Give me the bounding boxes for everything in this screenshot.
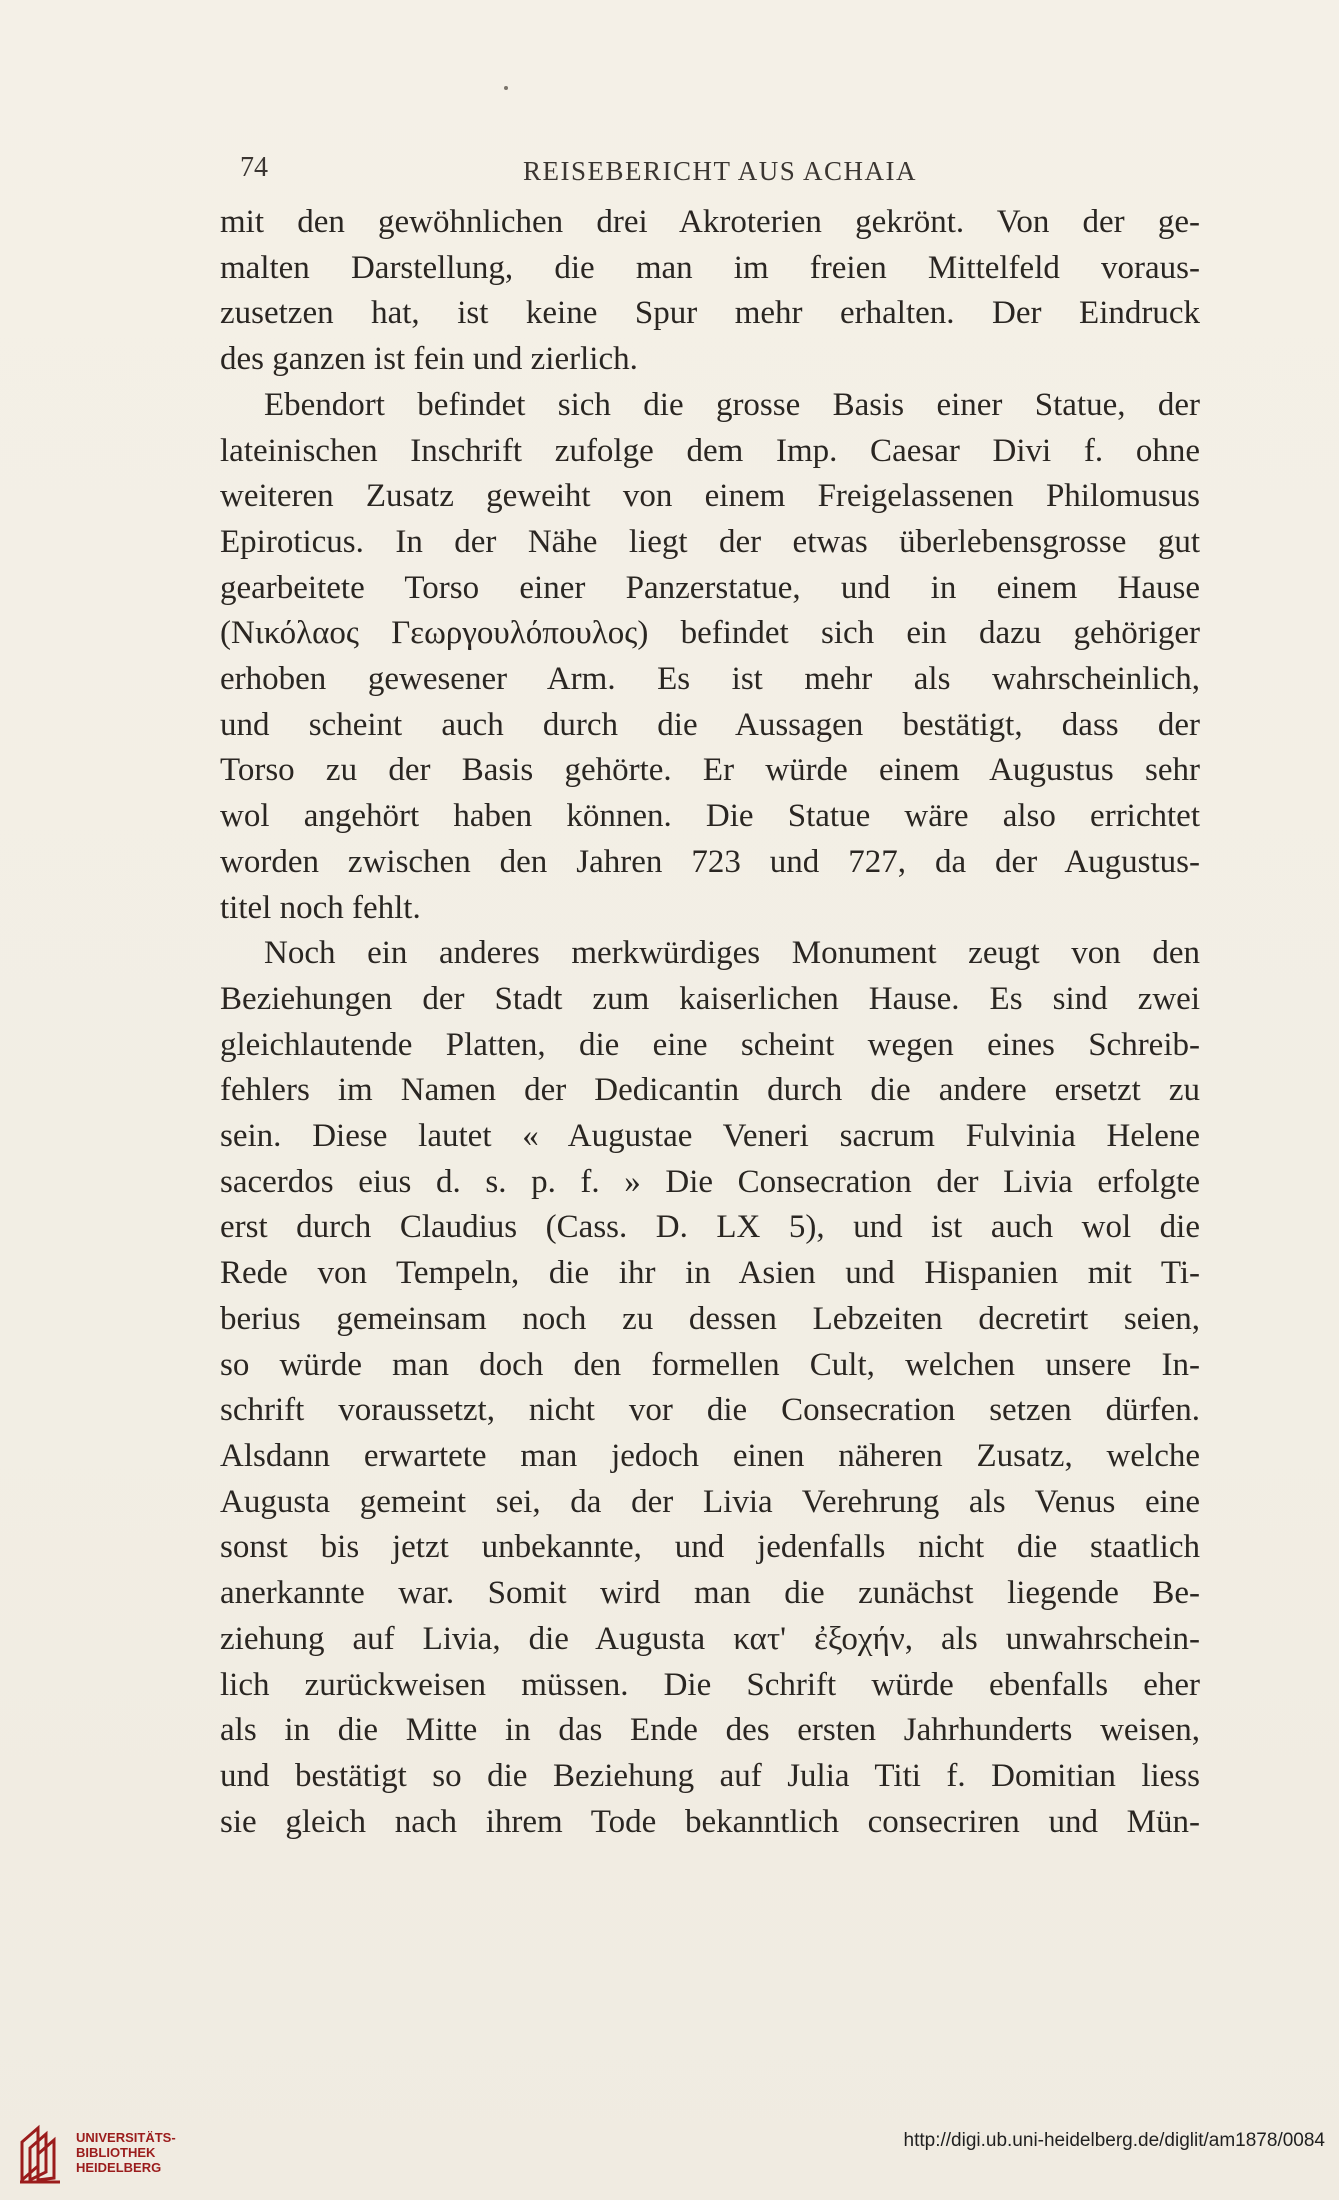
body-text: [220, 200, 1200, 1845]
text-line: Ebendort befindet sich die grosse Basis einer Statue, der: [264, 386, 1200, 423]
library-name-line: UNIVERSITÄTS-: [76, 2130, 176, 2145]
text-line: sonst bis jetzt unbekannte, und jedenfalls nicht die staatlich: [220, 1529, 1200, 1566]
text-line: Augusta gemeint sei, da der Livia Verehrung als Venus eine: [220, 1483, 1200, 1520]
text-line: anerkannte war. Somit wird man die zunächst liegende Be-: [220, 1575, 1200, 1612]
library-name: [76, 2130, 176, 2175]
text-line: lateinischen Inschrift zufolge dem Imp. Caesar Divi f. ohne: [220, 432, 1200, 469]
text-line: mit den gewöhnlichen drei Akroterien gekrönt. Von der ge-: [220, 204, 1200, 240]
library-name-line: BIBLIOTHEK: [76, 2145, 156, 2160]
text-line: als in die Mitte in das Ende des ersten Jahrhunderts weisen,: [220, 1712, 1200, 1749]
text-line: des ganzen ist fein und zierlich.: [220, 341, 638, 378]
text-line: weiteren Zusatz geweiht von einem Freigelassenen Philomusus: [220, 478, 1200, 515]
library-logo-icon: [16, 2118, 64, 2184]
text-line: Noch ein anderes merkwürdiges Monument zeugt von den: [264, 935, 1200, 972]
text-line: gleichlautende Platten, die eine scheint wegen eines Schreib-: [220, 1026, 1200, 1063]
text-line: Beziehungen der Stadt zum kaiserlichen Hause. Es sind zwei: [220, 980, 1200, 1017]
text-line: erhoben gewesener Arm. Es ist mehr als wahrscheinlich,: [220, 661, 1200, 698]
text-line: Rede von Tempeln, die ihr in Asien und Hispanien mit Ti-: [220, 1255, 1200, 1292]
text-line: Alsdann erwartete man jedoch einen näheren Zusatz, welche: [220, 1437, 1200, 1474]
text-line: und scheint auch durch die Aussagen bestätigt, dass der: [220, 706, 1200, 743]
text-line: worden zwischen den Jahren 723 und 727, da der Augustus-: [220, 843, 1200, 880]
text-line: Epiroticus. In der Nähe liegt der etwas überlebensgrosse gut: [220, 523, 1200, 560]
text-line: berius gemeinsam noch zu dessen Lebzeiten decretirt seien,: [220, 1300, 1200, 1337]
page-number: 74: [240, 152, 268, 183]
text-line: und bestätigt so die Beziehung auf Julia Titi f. Domitian liess: [220, 1757, 1200, 1794]
text-line: wol angehört haben können. Die Statue wäre also errichtet: [220, 798, 1200, 835]
text-line: sie gleich nach ihrem Tode bekanntlich consecriren und Mün-: [220, 1803, 1200, 1840]
text-line: zusetzen hat, ist keine Spur mehr erhalten. Der Eindruck: [220, 295, 1200, 332]
running-title: REISEBERICHT AUS ACHAIA: [522, 156, 918, 186]
text-line: sacerdos eius d. s. p. f. » Die Consecration der Livia erfolgte: [220, 1163, 1200, 1200]
library-name-line: HEIDELBERG: [76, 2160, 162, 2175]
text-line: titel noch fehlt.: [220, 889, 421, 926]
text-line: so würde man doch den formellen Cult, welchen unsere In-: [220, 1346, 1200, 1383]
text-line: fehlers im Namen der Dedicantin durch die andere ersetzt zu: [220, 1072, 1200, 1109]
text-line: malten Darstellung, die man im freien Mittelfeld voraus-: [220, 249, 1200, 286]
ink-speck: [504, 86, 508, 90]
text-line: ziehung auf Livia, die Augusta κατ' ἐξοχήν, als unwahrschein-: [220, 1620, 1200, 1657]
text-line: gearbeitete Torso einer Panzerstatue, und in einem Hause: [220, 569, 1200, 606]
source-url-link[interactable]: http://digi.ub.uni-heidelberg.de/diglit/am1878/0084: [903, 2130, 1325, 2151]
text-line: (Νικόλαος Γεωργουλόπουλος) befindet sich ein dazu gehöriger: [220, 615, 1200, 652]
text-line: Torso zu der Basis gehörte. Er würde einem Augustus sehr: [220, 752, 1200, 789]
footer-bar: [0, 2116, 1339, 2200]
text-line: lich zurückweisen müssen. Die Schrift würde ebenfalls eher: [220, 1666, 1200, 1703]
text-line: schrift voraussetzt, nicht vor die Consecration setzen dürfen.: [220, 1392, 1200, 1429]
text-line: sein. Diese lautet « Augustae Veneri sacrum Fulvinia Helene: [220, 1118, 1200, 1155]
text-line: erst durch Claudius (Cass. D. LX 5), und ist auch wol die: [220, 1209, 1200, 1246]
running-head: [240, 152, 1200, 192]
